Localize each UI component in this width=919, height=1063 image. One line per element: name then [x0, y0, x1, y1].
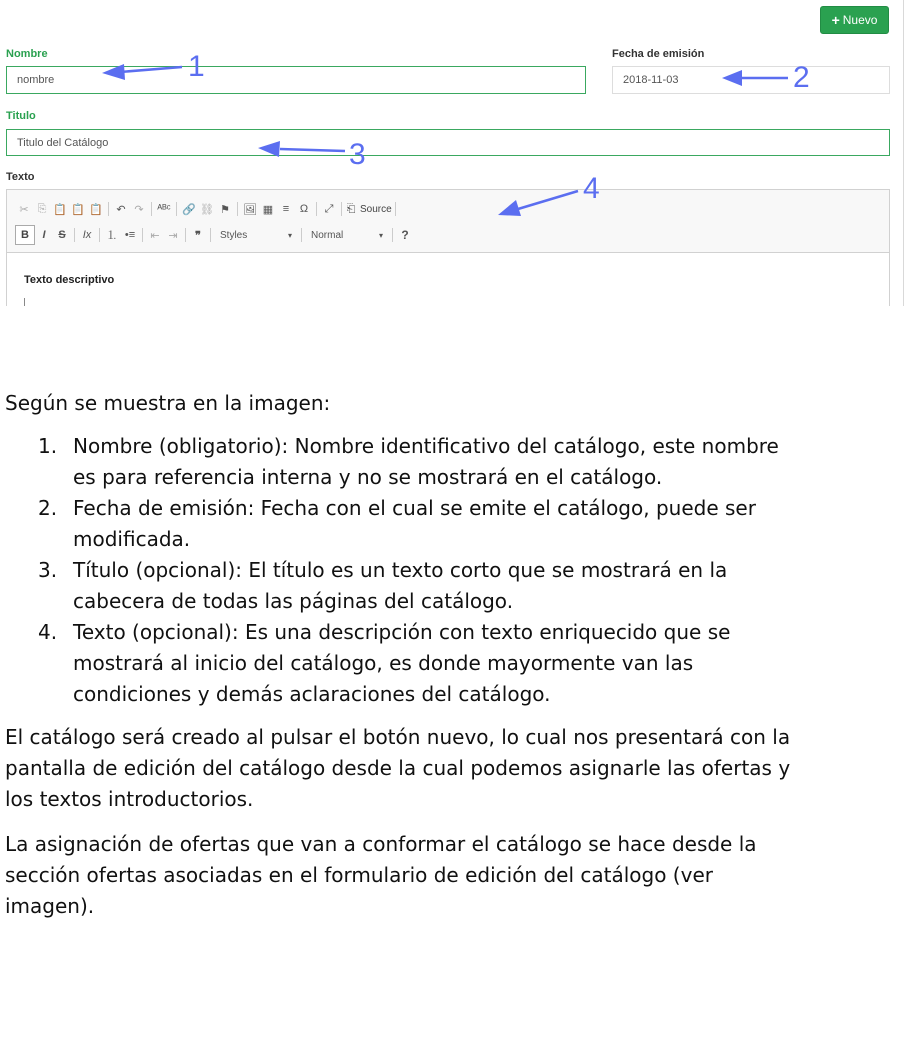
list-item [5, 431, 915, 493]
list-item-line: Nombre (obligatorio): Nombre identificativo del catálogo, este nombre [73, 434, 779, 458]
strike-icon[interactable]: S [58, 229, 66, 241]
list-item [5, 617, 915, 710]
texto-label: Texto [6, 171, 35, 183]
redo-icon[interactable]: ↷ [134, 203, 144, 216]
annotation-number-1: 1 [188, 50, 205, 83]
numbered-list [5, 431, 915, 710]
paste-icon[interactable]: 📋 [53, 203, 67, 216]
list-item-number: 3. [38, 558, 58, 582]
new-button-label: Nuevo [842, 13, 878, 27]
list-item-line: Fecha de emisión: Fecha con el cual se emite el catálogo, puede ser [73, 496, 756, 520]
fecha-input-value: 2018-11-03 [623, 74, 679, 86]
format-label: Normal [311, 229, 344, 241]
numbered-list-icon[interactable]: ⒈ [106, 230, 118, 242]
list-item-line: cabecera de todas las páginas del catálogo. [73, 589, 514, 613]
annotation-arrow-1 [102, 64, 182, 80]
anchor-icon[interactable]: ⚑ [220, 203, 230, 216]
italic-icon[interactable]: I [42, 229, 46, 241]
annotation-arrow-3 [258, 141, 345, 157]
chevron-down-icon: ▾ [287, 230, 292, 240]
titulo-label: Titulo [6, 110, 36, 122]
table-icon[interactable]: ▦ [262, 203, 274, 216]
list-item-line: mostrará al inicio del catálogo, es donde mayormente van las [73, 651, 694, 675]
cut-icon[interactable]: ✂ [19, 203, 29, 216]
paragraph-line: pantalla de edición del catálogo desde la cual podemos asignarle las ofertas y [5, 756, 791, 780]
annotation-number-3: 3 [349, 138, 366, 171]
nombre-label: Nombre [6, 48, 48, 60]
paste-text-icon[interactable]: 📋 [71, 203, 85, 216]
list-item-line: modificada. [73, 527, 191, 551]
paragraph-line: sección ofertas asociadas en el formulario de edición del catálogo (ver [5, 863, 713, 887]
special-char-icon[interactable]: Ω [299, 203, 309, 215]
screenshot-form [0, 0, 919, 306]
maximize-icon[interactable]: ⤢ [324, 202, 334, 215]
source-label: Source [360, 203, 392, 215]
intro-paragraph: Según se muestra en la imagen: [5, 391, 331, 415]
list-item [5, 493, 915, 555]
horizontal-line-icon[interactable]: ≡ [282, 203, 290, 215]
list-item-line: condiciones y demás aclaraciones del catálogo. [73, 682, 551, 706]
remove-format-icon[interactable]: Ix [82, 229, 92, 241]
image-icon[interactable]: 🖼 [243, 203, 257, 216]
indent-icon[interactable]: ⇥ [168, 229, 178, 242]
list-item-number: 2. [38, 496, 58, 520]
list-item-number: 1. [38, 434, 58, 458]
link-icon[interactable]: 🔗 [182, 203, 196, 216]
outdent-icon[interactable]: ⇤ [150, 229, 160, 242]
copy-icon[interactable]: ⎘ [37, 202, 47, 215]
spellcheck-icon[interactable]: ᴬᴮᶜ [157, 203, 171, 215]
plus-icon: + [831, 12, 840, 28]
blockquote-icon[interactable]: ❞ [195, 229, 201, 242]
chevron-down-icon: ▾ [378, 230, 383, 240]
fecha-label: Fecha de emisión [612, 48, 705, 60]
list-item [5, 555, 915, 617]
documentation-text [5, 388, 915, 922]
annotation-layer [0, 0, 919, 306]
styles-label: Styles [220, 229, 248, 241]
paragraph-line: El catálogo será creado al pulsar el botón nuevo, lo cual nos presentará con la [5, 725, 791, 749]
list-item-line: Texto (opcional): Es una descripción con texto enriquecido que se [73, 620, 731, 644]
bulleted-list-icon[interactable]: •≡ [124, 229, 136, 241]
editor-content-text: Texto descriptivo [24, 274, 115, 286]
paragraph-line: imagen). [5, 894, 95, 918]
paragraph-line: los textos introductorios. [5, 787, 254, 811]
paragraph-creation [5, 722, 915, 815]
unlink-icon[interactable]: ⛓ [200, 203, 214, 216]
list-item-number: 4. [38, 620, 58, 644]
source-icon: ⎗ [346, 202, 356, 215]
paste-word-icon[interactable]: 📋 [89, 203, 103, 216]
undo-icon[interactable]: ↶ [116, 203, 126, 216]
paragraph-assignment [5, 829, 915, 922]
nombre-input-value: nombre [17, 74, 55, 86]
paragraph-line: La asignación de ofertas que van a conformar el catálogo se hace desde la [5, 832, 757, 856]
bold-icon[interactable]: B [15, 225, 35, 245]
annotation-number-2: 2 [793, 61, 810, 94]
annotation-number-4: 4 [583, 172, 600, 205]
list-item-line: Título (opcional): El título es un texto corto que se mostrará en la [73, 558, 728, 582]
help-icon[interactable]: ? [401, 228, 409, 242]
annotation-arrow-2 [722, 70, 788, 86]
list-item-line: es para referencia interna y no se mostrará en el catálogo. [73, 465, 663, 489]
titulo-input-value: Titulo del Catálogo [17, 136, 109, 149]
annotation-arrow-4 [498, 191, 578, 216]
